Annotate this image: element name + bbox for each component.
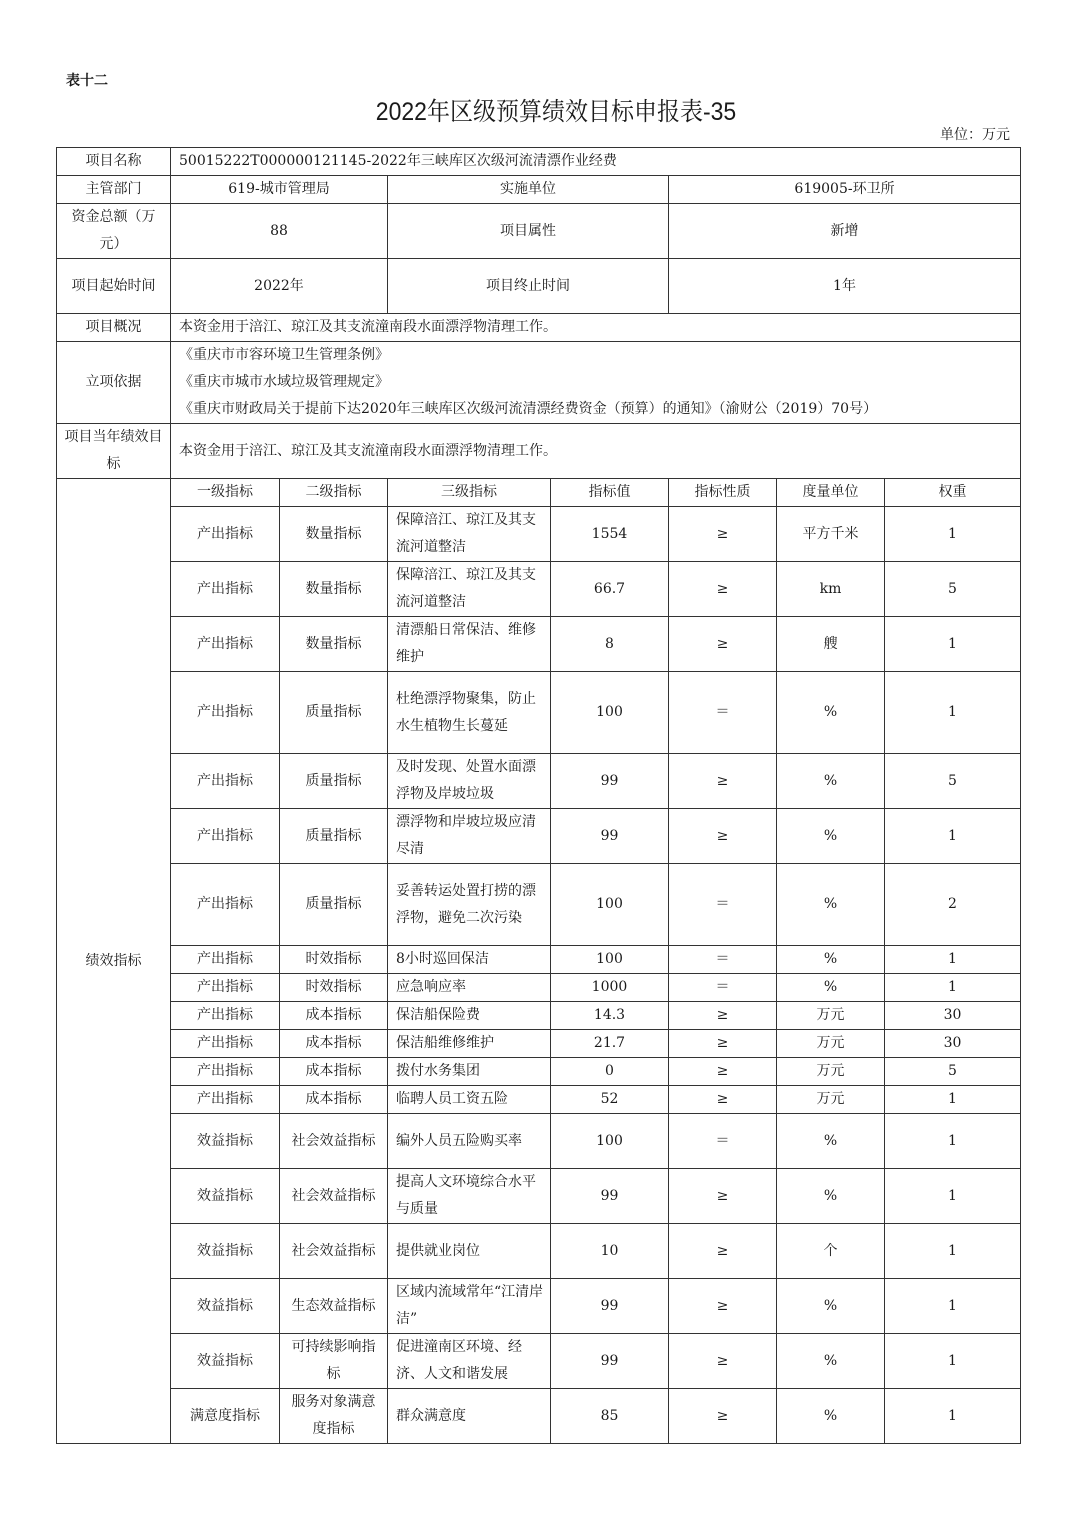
indicator-nature: ≥	[669, 1279, 777, 1334]
weight: 30	[885, 1002, 1021, 1030]
level2-indicator: 质量指标	[280, 672, 388, 754]
indicator-nature: ＝	[669, 864, 777, 946]
end-time-value: 1年	[669, 259, 1021, 314]
level2-indicator: 社会效益指标	[280, 1224, 388, 1279]
indicator-nature: ≥	[669, 1224, 777, 1279]
indicator-row	[57, 1002, 1021, 1030]
level2-indicator: 数量指标	[280, 562, 388, 617]
project-attribute-value: 新增	[669, 204, 1021, 259]
unit-label: 单位：万元	[940, 127, 1010, 143]
level1-indicator: 产出指标	[171, 1058, 280, 1086]
level2-indicator: 生态效益指标	[280, 1279, 388, 1334]
weight: 1	[885, 1279, 1021, 1334]
indicator-row	[57, 754, 1021, 809]
row-project-name	[57, 148, 1021, 176]
level1-indicator: 效益指标	[171, 1169, 280, 1224]
measure-unit: %	[777, 1279, 885, 1334]
level3-indicator: 区域内流域常年“江清岸洁”	[388, 1279, 551, 1334]
indicator-value: 100	[551, 946, 669, 974]
start-time-label: 项目起始时间	[57, 259, 171, 314]
column-header: 权重	[885, 479, 1021, 507]
column-header: 度量单位	[777, 479, 885, 507]
weight: 1	[885, 672, 1021, 754]
indicator-value: 99	[551, 1169, 669, 1224]
indicator-value: 99	[551, 754, 669, 809]
weight: 1	[885, 974, 1021, 1002]
row-overview	[57, 314, 1021, 342]
weight: 1	[885, 507, 1021, 562]
indicator-value: 1554	[551, 507, 669, 562]
measure-unit: %	[777, 1114, 885, 1169]
overview-label: 项目概况	[57, 314, 171, 342]
budget-performance-table	[56, 147, 1021, 1444]
weight: 5	[885, 754, 1021, 809]
measure-unit: %	[777, 1169, 885, 1224]
indicator-row	[57, 1030, 1021, 1058]
indicator-nature: ≥	[669, 809, 777, 864]
level3-indicator: 保障涪江、琼江及其支流河道整洁	[388, 507, 551, 562]
level3-indicator: 拨付水务集团	[388, 1058, 551, 1086]
annual-goal-value: 本资金用于涪江、琼江及其支流潼南段水面漂浮物清理工作。	[171, 424, 1021, 479]
indicator-nature: ≥	[669, 617, 777, 672]
page-title: 2022年区级预算绩效目标申报表-35	[375, 98, 737, 126]
weight: 1	[885, 1389, 1021, 1444]
level3-indicator: 漂浮物和岸坡垃圾应清尽清	[388, 809, 551, 864]
indicator-row	[57, 809, 1021, 864]
level3-indicator: 应急响应率	[388, 974, 551, 1002]
level1-indicator: 产出指标	[171, 617, 280, 672]
fund-total-label: 资金总额（万元）	[57, 204, 171, 259]
level3-indicator: 8小时巡回保洁	[388, 946, 551, 974]
indicator-nature: ＝	[669, 1114, 777, 1169]
level2-indicator: 质量指标	[280, 754, 388, 809]
level2-indicator: 时效指标	[280, 946, 388, 974]
indicator-value: 8	[551, 617, 669, 672]
level2-indicator: 数量指标	[280, 507, 388, 562]
basis-label: 立项依据	[57, 342, 171, 424]
department-label: 主管部门	[57, 176, 171, 204]
indicator-value: 99	[551, 1279, 669, 1334]
level3-indicator: 杜绝漂浮物聚集，防止水生植物生长蔓延	[388, 672, 551, 754]
level1-indicator: 效益指标	[171, 1279, 280, 1334]
column-header: 三级指标	[388, 479, 551, 507]
level2-indicator: 成本指标	[280, 1086, 388, 1114]
measure-unit: 艘	[777, 617, 885, 672]
measure-unit: %	[777, 754, 885, 809]
measure-unit: %	[777, 1334, 885, 1389]
indicator-nature: ≥	[669, 507, 777, 562]
level3-indicator: 编外人员五险购买率	[388, 1114, 551, 1169]
measure-unit: 平方千米	[777, 507, 885, 562]
measure-unit: %	[777, 809, 885, 864]
level1-indicator: 满意度指标	[171, 1389, 280, 1444]
level1-indicator: 产出指标	[171, 974, 280, 1002]
level2-indicator: 质量指标	[280, 809, 388, 864]
indicator-row	[57, 507, 1021, 562]
measure-unit: 万元	[777, 1030, 885, 1058]
column-header: 指标值	[551, 479, 669, 507]
end-time-label: 项目终止时间	[388, 259, 669, 314]
level3-indicator: 群众满意度	[388, 1389, 551, 1444]
indicator-value: 66.7	[551, 562, 669, 617]
level1-indicator: 产出指标	[171, 562, 280, 617]
indicator-row	[57, 1086, 1021, 1114]
indicator-row	[57, 1279, 1021, 1334]
measure-unit: %	[777, 946, 885, 974]
row-period	[57, 259, 1021, 314]
start-time-value: 2022年	[171, 259, 388, 314]
level2-indicator: 社会效益指标	[280, 1114, 388, 1169]
level2-indicator: 时效指标	[280, 974, 388, 1002]
indicator-nature: ≥	[669, 1389, 777, 1444]
measure-unit: km	[777, 562, 885, 617]
level2-indicator: 成本指标	[280, 1058, 388, 1086]
indicator-value: 99	[551, 1334, 669, 1389]
measure-unit: 个	[777, 1224, 885, 1279]
indicator-nature: ＝	[669, 672, 777, 754]
measure-unit: %	[777, 1389, 885, 1444]
level1-indicator: 产出指标	[171, 1030, 280, 1058]
level2-indicator: 数量指标	[280, 617, 388, 672]
indicator-nature: ≥	[669, 1086, 777, 1114]
indicator-row	[57, 1169, 1021, 1224]
weight: 1	[885, 1169, 1021, 1224]
level1-indicator: 产出指标	[171, 864, 280, 946]
indicator-value: 0	[551, 1058, 669, 1086]
level3-indicator: 妥善转运处置打捞的漂浮物，避免二次污染	[388, 864, 551, 946]
level1-indicator: 产出指标	[171, 754, 280, 809]
level2-indicator: 服务对象满意度指标	[280, 1389, 388, 1444]
level3-indicator: 保洁船维修维护	[388, 1030, 551, 1058]
measure-unit: %	[777, 672, 885, 754]
level2-indicator: 质量指标	[280, 864, 388, 946]
measure-unit: 万元	[777, 1002, 885, 1030]
column-header: 指标性质	[669, 479, 777, 507]
indicator-value: 100	[551, 864, 669, 946]
weight: 30	[885, 1030, 1021, 1058]
level1-indicator: 产出指标	[171, 809, 280, 864]
level1-indicator: 效益指标	[171, 1114, 280, 1169]
level3-indicator: 提高人文环境综合水平与质量	[388, 1169, 551, 1224]
indicator-row	[57, 617, 1021, 672]
row-annual-goal	[57, 424, 1021, 479]
level2-indicator: 成本指标	[280, 1030, 388, 1058]
column-header: 二级指标	[280, 479, 388, 507]
level1-indicator: 产出指标	[171, 1002, 280, 1030]
level1-indicator: 产出指标	[171, 672, 280, 754]
level3-indicator: 保障涪江、琼江及其支流河道整洁	[388, 562, 551, 617]
implementer-value: 619005-环卫所	[669, 176, 1021, 204]
measure-unit: %	[777, 864, 885, 946]
level3-indicator: 临聘人员工资五险	[388, 1086, 551, 1114]
level1-indicator: 产出指标	[171, 946, 280, 974]
indicator-nature: ≥	[669, 1030, 777, 1058]
level3-indicator: 促进潼南区环境、经济、人文和谐发展	[388, 1334, 551, 1389]
weight: 1	[885, 1114, 1021, 1169]
indicator-row	[57, 1058, 1021, 1086]
indicator-row	[57, 974, 1021, 1002]
indicator-value: 21.7	[551, 1030, 669, 1058]
indicator-row	[57, 864, 1021, 946]
indicator-nature: ≥	[669, 1058, 777, 1086]
indicator-value: 10	[551, 1224, 669, 1279]
weight: 1	[885, 1224, 1021, 1279]
level3-indicator: 保洁船保险费	[388, 1002, 551, 1030]
level2-indicator: 可持续影响指标	[280, 1334, 388, 1389]
indicator-row	[57, 1114, 1021, 1169]
weight: 1	[885, 946, 1021, 974]
level2-indicator: 成本指标	[280, 1002, 388, 1030]
indicator-nature: ≥	[669, 562, 777, 617]
indicator-row	[57, 672, 1021, 754]
weight: 2	[885, 864, 1021, 946]
level1-indicator: 产出指标	[171, 507, 280, 562]
row-department	[57, 176, 1021, 204]
basis-item: 《重庆市市容环境卫生管理条例》	[179, 347, 389, 363]
overview-value: 本资金用于涪江、琼江及其支流潼南段水面漂浮物清理工作。	[171, 314, 1021, 342]
basis-list	[171, 342, 1021, 424]
indicator-row	[57, 946, 1021, 974]
column-header: 一级指标	[171, 479, 280, 507]
level1-indicator: 产出指标	[171, 1086, 280, 1114]
level3-indicator: 提供就业岗位	[388, 1224, 551, 1279]
department-value: 619-城市管理局	[171, 176, 388, 204]
weight: 1	[885, 617, 1021, 672]
weight: 1	[885, 809, 1021, 864]
indicator-nature: ≥	[669, 1169, 777, 1224]
weight: 1	[885, 1086, 1021, 1114]
basis-item: 《重庆市城市水域垃圾管理规定》	[179, 374, 389, 390]
measure-unit: 万元	[777, 1058, 885, 1086]
indicator-row	[57, 562, 1021, 617]
project-name-value: 50015222T000000121145-2022年三峡库区次级河流清漂作业经费	[171, 148, 1021, 176]
indicator-value: 100	[551, 1114, 669, 1169]
indicator-nature: ＝	[669, 946, 777, 974]
table-number: 表十二	[66, 73, 108, 89]
measure-unit: %	[777, 974, 885, 1002]
indicator-value: 52	[551, 1086, 669, 1114]
project-name-label: 项目名称	[57, 148, 171, 176]
indicator-value: 99	[551, 809, 669, 864]
indicator-nature: ＝	[669, 974, 777, 1002]
indicator-nature: ≥	[669, 1002, 777, 1030]
measure-unit: 万元	[777, 1086, 885, 1114]
level1-indicator: 效益指标	[171, 1334, 280, 1389]
weight: 5	[885, 1058, 1021, 1086]
indicator-value: 85	[551, 1389, 669, 1444]
indicator-row	[57, 1389, 1021, 1444]
implementer-label: 实施单位	[388, 176, 669, 204]
indicator-nature: ≥	[669, 1334, 777, 1389]
indicator-value: 14.3	[551, 1002, 669, 1030]
project-attribute-label: 项目属性	[388, 204, 669, 259]
weight: 5	[885, 562, 1021, 617]
row-basis	[57, 342, 1021, 424]
indicator-row	[57, 1224, 1021, 1279]
indicator-value: 100	[551, 672, 669, 754]
indicator-nature: ≥	[669, 754, 777, 809]
level3-indicator: 清漂船日常保洁、维修维护	[388, 617, 551, 672]
indicators-section-label: 绩效指标	[57, 479, 171, 1444]
indicator-value: 1000	[551, 974, 669, 1002]
level2-indicator: 社会效益指标	[280, 1169, 388, 1224]
annual-goal-label: 项目当年绩效目标	[57, 424, 171, 479]
indicator-row	[57, 1334, 1021, 1389]
basis-item: 《重庆市财政局关于提前下达2020年三峡库区次级河流清漂经费资金（预算）的通知》（渝财公（2019）70号）	[179, 401, 878, 417]
indicator-header-row	[57, 479, 1021, 507]
level1-indicator: 效益指标	[171, 1224, 280, 1279]
weight: 1	[885, 1334, 1021, 1389]
level3-indicator: 及时发现、处置水面漂浮物及岸坡垃圾	[388, 754, 551, 809]
row-fund	[57, 204, 1021, 259]
fund-total-value: 88	[171, 204, 388, 259]
